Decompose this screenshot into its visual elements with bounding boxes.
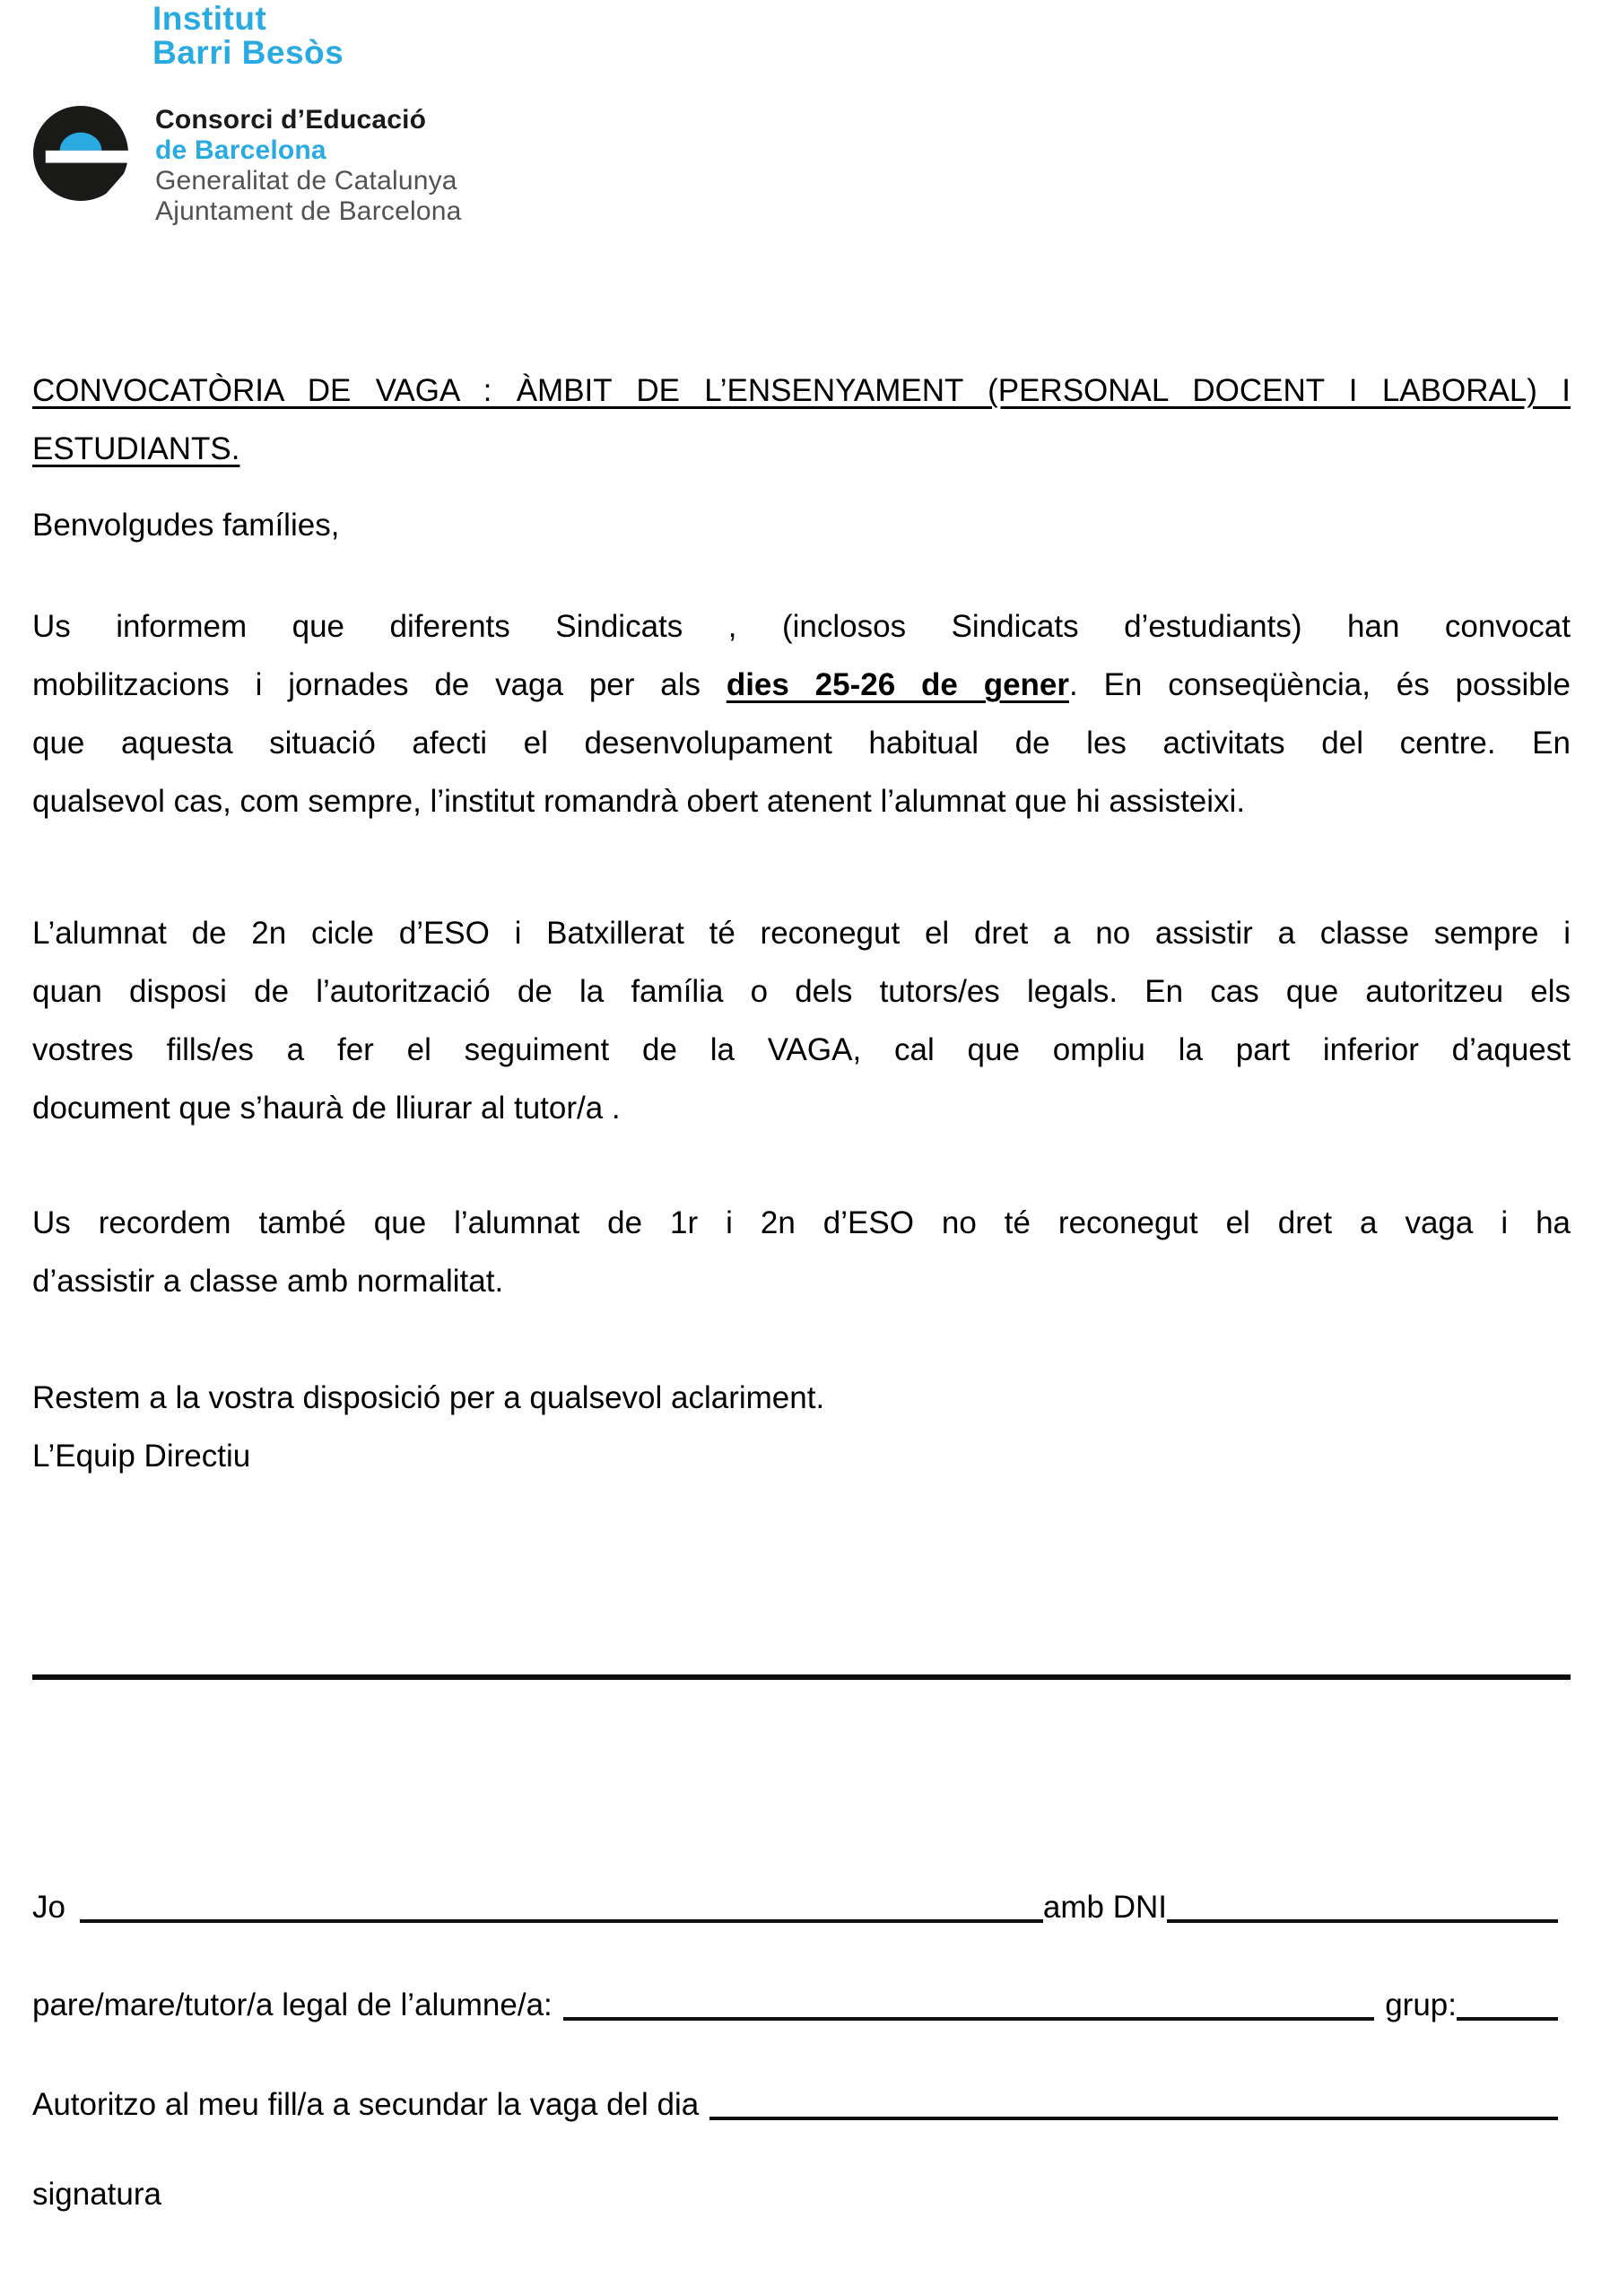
text-line (32, 656, 1571, 714)
text-line (32, 962, 1571, 1021)
text-line (32, 1369, 1571, 1427)
text-line (32, 420, 1571, 478)
form-row-strike-date (32, 2075, 1571, 2134)
text-line (32, 1427, 1571, 1485)
text-segment: qualsevol cas, com sempre, l’institut romandrà obert atenent l’alumnat que hi assisteixi. (32, 784, 1246, 819)
text-line (32, 496, 1571, 554)
paragraph-eso-reminder (32, 1194, 1571, 1310)
organization-lines (155, 105, 462, 227)
parent-name-blank-line[interactable] (80, 1883, 1043, 1923)
text-segment: L’Equip Directiu (32, 1439, 251, 1474)
form-row-student-group (32, 1976, 1571, 2034)
text-line (32, 1194, 1571, 1252)
text-line (32, 1252, 1571, 1310)
text-segment: vostres fills/es a fer el seguiment de la VAGA, cal que ompliu la part inferior d’aquest (32, 1032, 1571, 1067)
institute-name-line2: Barri Besòs (152, 34, 344, 71)
text-line (32, 904, 1571, 962)
salutation (32, 496, 1571, 554)
text-segment: Restem a la vostra disposició per a qualsevol aclariment. (32, 1380, 825, 1415)
text-line (32, 772, 1571, 831)
form-label: amb DNI (1042, 1890, 1167, 1925)
text-line (32, 597, 1571, 656)
text-segment: que aquesta situació afecti el desenvolupament habitual de les activitats del centre. En (32, 726, 1571, 761)
closing (32, 1369, 1571, 1485)
paragraph-strike-announcement (32, 597, 1571, 831)
signature-label: signatura (32, 2177, 161, 2212)
form-label: grup: (1385, 1987, 1457, 2022)
form-row-name-dni (32, 1878, 1571, 1936)
paragraph-authorization-info (32, 904, 1571, 1137)
emphasis-text: CONVOCATÒRIA DE VAGA : ÀMBIT DE L’ENSENYAMENT (PERSONAL DOCENT I LABORAL) I (32, 373, 1571, 408)
consorci-educacio-logo-icon (32, 106, 129, 201)
institute-name-line1: Institut (152, 0, 267, 37)
gov-line2: Ajuntament de Barcelona (155, 196, 462, 226)
letter-body (32, 361, 1571, 2223)
heading (32, 361, 1571, 478)
text-segment: quan disposi de l’autorització de la família o dels tutors/es legals. En cas que autoritzeu els (32, 974, 1571, 1009)
form-label: Jo (32, 1890, 65, 1925)
text-segment: Us informem que diferents Sindicats , (inclosos Sindicats d’estudiants) han convocat (32, 609, 1571, 644)
text-segment: L’alumnat de 2n cicle d’ESO i Batxillerat té reconegut el dret a no assistir a classe sempre i (32, 916, 1571, 951)
text-segment: Us recordem també que l’alumnat de 1r i 2n d’ESO no té reconegut el dret a vaga i ha (32, 1205, 1571, 1240)
org-name-line2: de Barcelona (155, 135, 326, 165)
text-segment: d’assistir a classe amb normalitat. (32, 1264, 504, 1299)
text-line (32, 714, 1571, 772)
text-line (32, 361, 1571, 420)
tear-off-separator-line (32, 1674, 1571, 1680)
letter-blocks (32, 361, 1571, 1485)
text-line (32, 1079, 1571, 1137)
org-name-line1: Consorci d’Educació (155, 105, 427, 135)
text-segment: mobilitzacions i jornades de vaga per als (32, 667, 727, 702)
form-label: pare/mare/tutor/a legal de l’alumne/a: (32, 1987, 553, 2022)
text-segment: document que s’haurà de lliurar al tutor/a . (32, 1091, 621, 1126)
dni-blank-line[interactable] (1167, 1883, 1558, 1923)
authorization-form (32, 1878, 1571, 2134)
letterhead (32, 0, 1571, 224)
student-name-blank-line[interactable] (563, 1981, 1374, 2021)
gov-line1: Generalitat de Catalunya (155, 166, 457, 196)
group-blank-line[interactable] (1457, 1981, 1558, 2021)
institute-name (152, 2, 344, 70)
text-line (32, 1021, 1571, 1079)
emphasis-text: ESTUDIANTS. (32, 431, 240, 466)
form-label: Autoritzo al meu fill/a a secundar la vaga del dia (32, 2087, 700, 2122)
emphasis-text: dies 25-26 de gener (726, 667, 1070, 702)
text-segment: Benvolgudes famílies, (32, 508, 340, 543)
strike-date-blank-line[interactable] (709, 2081, 1558, 2120)
text-segment: . En conseqüència, és possible (1069, 667, 1571, 702)
